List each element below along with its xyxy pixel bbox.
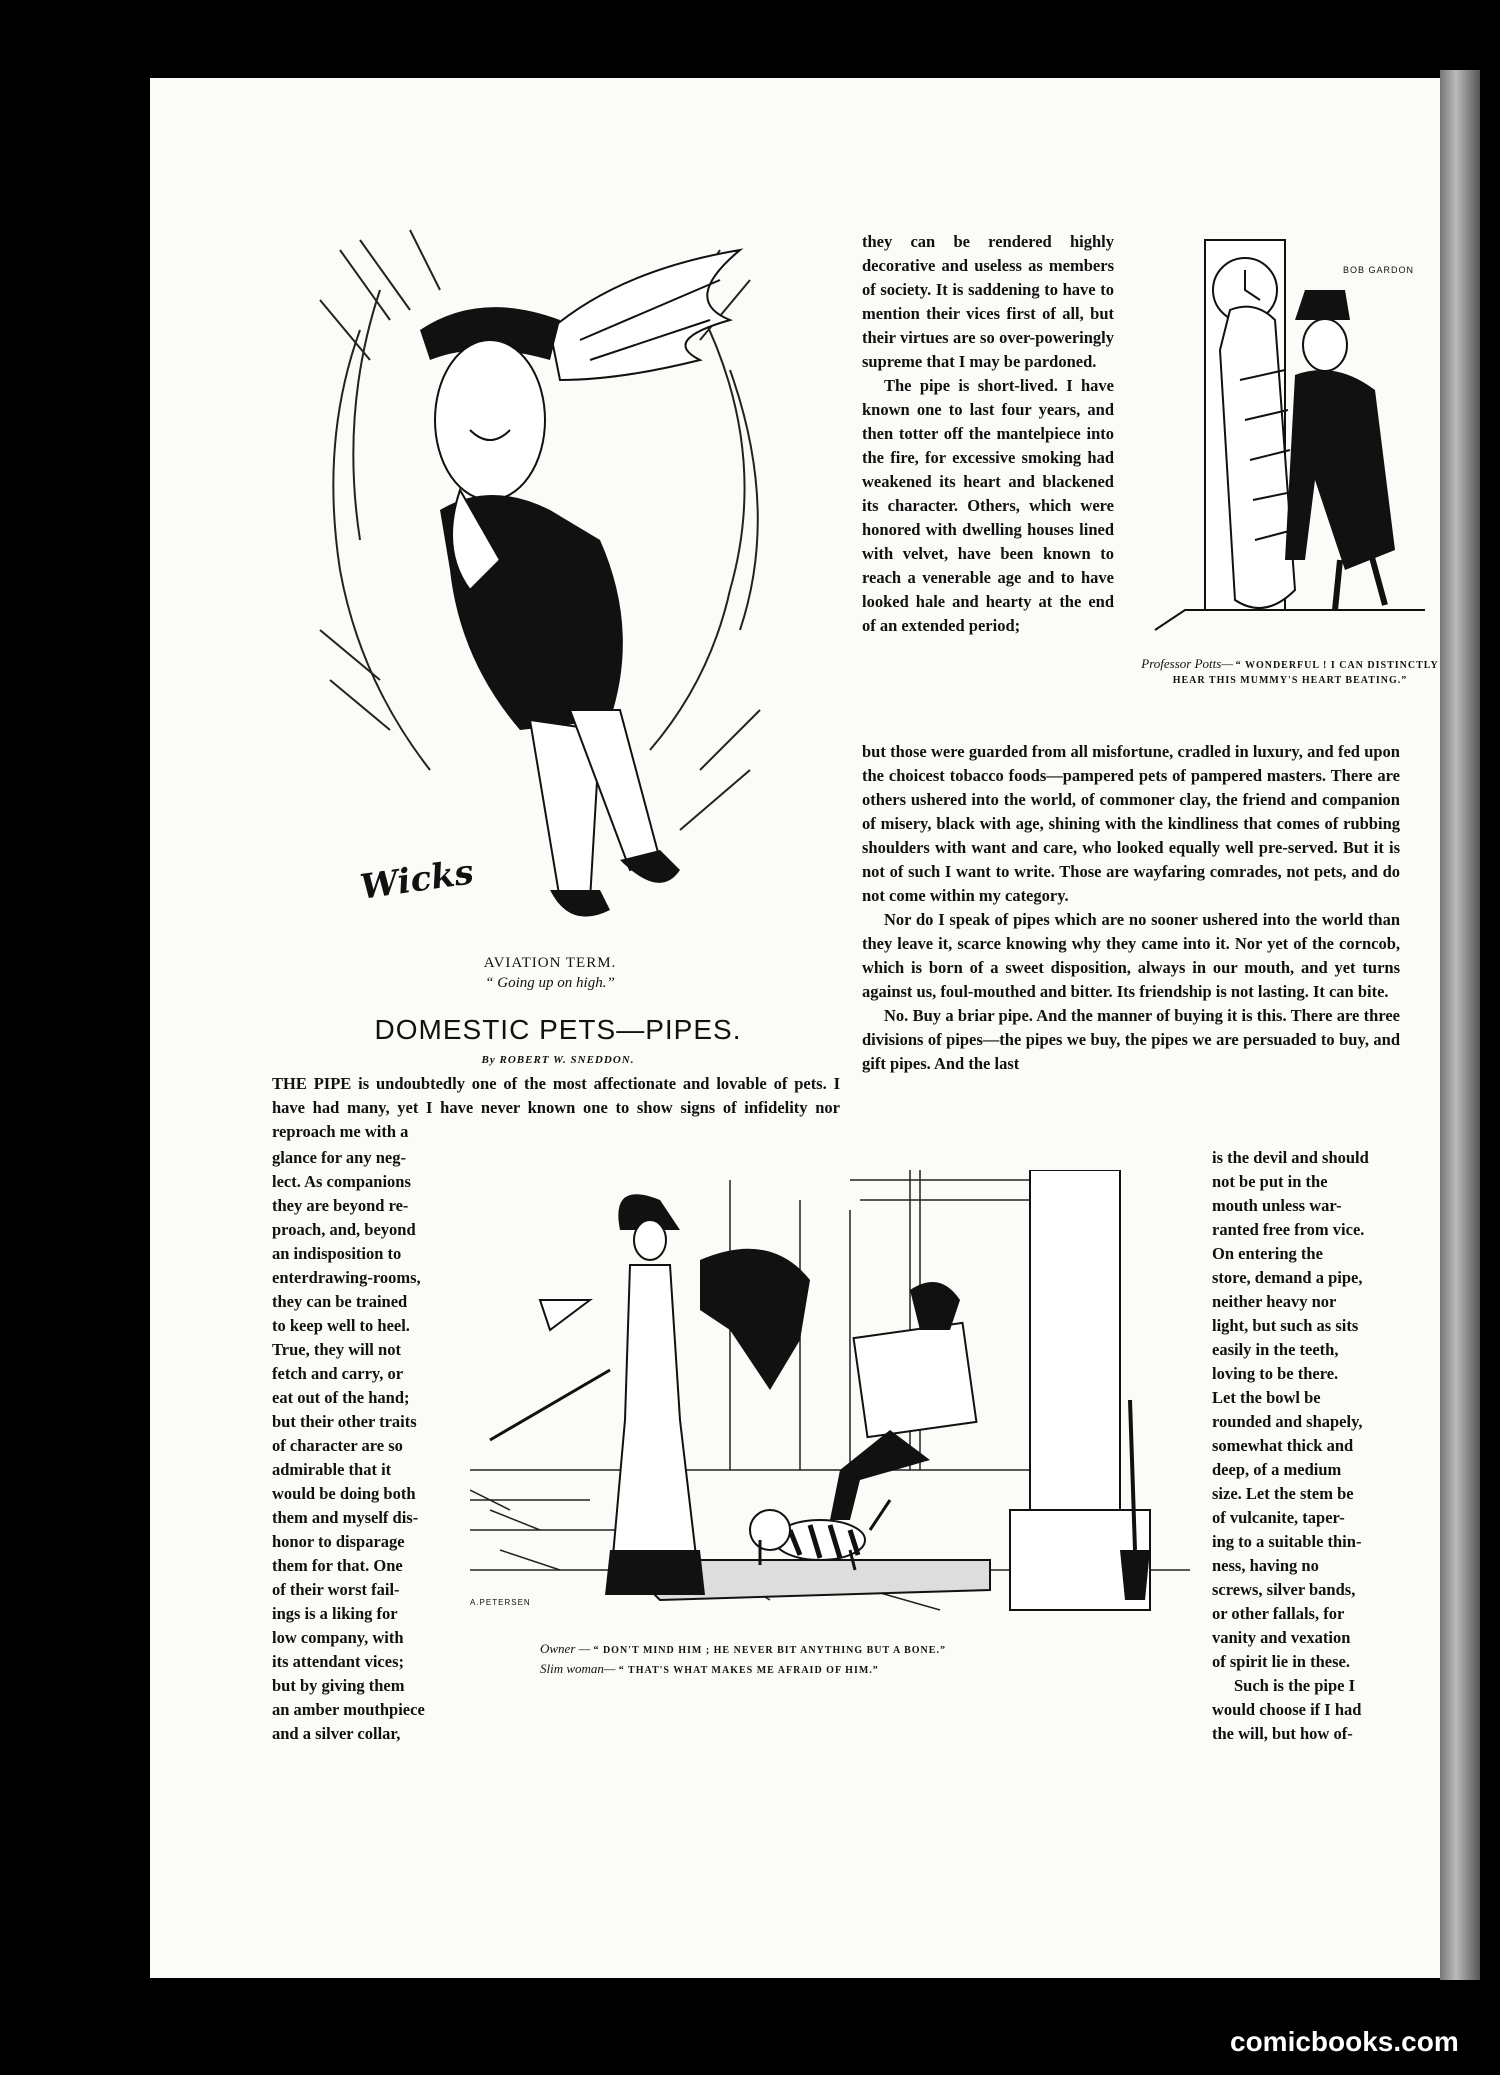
article-middle-column xyxy=(862,230,1114,638)
right-line: loving to be there. xyxy=(1212,1364,1339,1383)
left-line: ings is a liking for xyxy=(272,1604,398,1623)
mid-paragraph-2: The pipe is short-lived. I have known one to last four years, and then totter off the mantelpiece into the fire, for excessive smoking had weakened its heart and blackened its character. Others, which were honored with dwelling houses lined with velvet, have been known to reach a venerable age and to have looked hale and hearty at the end of an extended period; xyxy=(862,376,1114,635)
caption-text: “ DON'T MIND HIM ; HE NEVER BIT ANYTHING BUT A BONE.” xyxy=(593,1645,946,1656)
street-caption xyxy=(540,1640,1140,1680)
mummy-illustration xyxy=(1145,230,1435,650)
left-line: they can be trained xyxy=(272,1292,408,1311)
caption-line: “ Going up on high.” xyxy=(485,975,615,991)
caption-speaker: Slim woman— xyxy=(540,1661,616,1676)
left-line: but by giving them xyxy=(272,1676,405,1695)
left-line: and a silver collar, xyxy=(272,1724,401,1743)
wide-paragraph-3: No. Buy a briar pipe. And the manner of buying it is this. There are three divisions of pipes—the pipes we buy, the pipes we are persuaded to buy, and gift pipes. And the last xyxy=(862,1006,1400,1073)
caption-title: AVIATION TERM. xyxy=(483,955,617,971)
left-line: its attendant vices; xyxy=(272,1652,404,1671)
right-line: ing to a suitable thin- xyxy=(1212,1532,1362,1551)
page-edge xyxy=(1440,70,1480,1980)
aviation-caption xyxy=(380,953,720,993)
right-line: mouth unless war- xyxy=(1212,1196,1342,1215)
left-line: lect. As companions xyxy=(272,1172,411,1191)
watermark-text: comicbooks.com xyxy=(1230,2026,1459,2057)
right-line: Let the bowl be xyxy=(1212,1388,1321,1407)
right-line: somewhat thick and xyxy=(1212,1436,1354,1455)
caption-woman xyxy=(540,1660,1140,1680)
left-line: enterdrawing-rooms, xyxy=(272,1268,421,1287)
left-line: of character are so xyxy=(272,1436,403,1455)
right-line: or other fallals, for xyxy=(1212,1604,1345,1623)
left-line: glance for any neg- xyxy=(272,1148,406,1167)
right-line: ness, having no xyxy=(1212,1556,1319,1575)
right-line: neither heavy nor xyxy=(1212,1292,1337,1311)
left-line: an amber mouthpiece xyxy=(272,1700,425,1719)
left-line: fetch and carry, or xyxy=(272,1364,404,1383)
mummy-caption xyxy=(1135,657,1445,688)
wide-paragraph-1: but those were guarded from all misfortune, cradled in luxury, and fed upon the choicest tobacco foods—pampered pets of pampered masters. There are others ushered into the world, of commoner clay, the friend and companion of misery, black with age, shining with the kindliness that comes of rubbing shoulders with want and care, who looked equally well pre-served. But it is not of such I want to write. Those are wayfaring comrades, not pets, and do not come within my category. xyxy=(862,742,1400,905)
right-line: light, but such as sits xyxy=(1212,1316,1359,1335)
left-line: them for that. One xyxy=(272,1556,403,1575)
left-line: eat out of the hand; xyxy=(272,1388,410,1407)
right-line: store, demand a pipe, xyxy=(1212,1268,1363,1287)
article-wide-column xyxy=(862,740,1400,1076)
right-line: easily in the teeth, xyxy=(1212,1340,1339,1359)
left-line: an indisposition to xyxy=(272,1244,402,1263)
right-line: vanity and vexation xyxy=(1212,1628,1351,1647)
artist-signature: A.PETERSEN xyxy=(470,1598,531,1607)
right-line: rounded and shapely, xyxy=(1212,1412,1363,1431)
binding-shadow xyxy=(1480,0,1500,2075)
right-line: of spirit lie in these. xyxy=(1212,1652,1350,1671)
right-line: would choose if I had xyxy=(1212,1700,1362,1719)
right-line: size. Let the stem be xyxy=(1212,1484,1354,1503)
article-intro xyxy=(272,1072,840,1144)
right-line: screws, silver bands, xyxy=(1212,1580,1356,1599)
left-line: would be doing both xyxy=(272,1484,416,1503)
left-line: them and myself dis- xyxy=(272,1508,419,1527)
mid-paragraph-1: they can be rendered highly decorative and useless as members of society. It is saddening to have to mention their vices first of all, but their virtues are so over-poweringly supreme that I may be pardoned. xyxy=(862,232,1114,371)
article-title: DOMESTIC PETS—PIPES. xyxy=(374,1014,742,1045)
street-scene-illustration xyxy=(470,1170,1210,1640)
article-right-column xyxy=(1212,1146,1402,1746)
aviation-illustration xyxy=(300,210,800,940)
caption-owner xyxy=(540,1640,1140,1660)
left-line: low company, with xyxy=(272,1628,404,1647)
right-line: the will, but how of- xyxy=(1212,1724,1353,1743)
left-line: they are beyond re- xyxy=(272,1196,409,1215)
left-line: admirable that it xyxy=(272,1460,392,1479)
left-line: honor to disparage xyxy=(272,1532,405,1551)
right-line: Such is the pipe I xyxy=(1234,1676,1356,1695)
caption-text: “ THAT'S WHAT MAKES ME AFRAID OF HIM.” xyxy=(618,1665,879,1676)
article-byline: By ROBERT W. SNEDDON. xyxy=(481,1054,635,1066)
left-line: but their other traits xyxy=(272,1412,417,1431)
right-line: deep, of a medium xyxy=(1212,1460,1342,1479)
artist-signature: Wicks xyxy=(357,852,477,908)
caption-speaker: Professor Potts— xyxy=(1141,656,1233,671)
right-line: ranted free from vice. xyxy=(1212,1220,1365,1239)
right-line: of vulcanite, taper- xyxy=(1212,1508,1345,1527)
left-line: of their worst fail- xyxy=(272,1580,400,1599)
intro-paragraph: THE PIPE is undoubtedly one of the most affectionate and lovable of pets. I have had many, yet I have never known one to show signs of infidelity nor reproach me with a xyxy=(272,1074,840,1141)
article-left-column xyxy=(272,1146,462,1746)
left-line: to keep well to heel. xyxy=(272,1316,410,1335)
caption-speaker: Owner — xyxy=(540,1641,591,1656)
right-line: is the devil and should xyxy=(1212,1148,1369,1167)
wide-paragraph-2: Nor do I speak of pipes which are no sooner ushered into the world than they leave it, scarce knowing why they came into it. Nor yet of the corncob, which is born of a sweet disposition, always in our mouth, and yet turns against us, foul-mouthed and bitter. Its friendship is not lasting. It can bite. xyxy=(862,910,1400,1001)
caption-text: “ WONDERFUL ! I CAN DISTINCTLY HEAR THIS MUMMY'S HEART BEATING.” xyxy=(1172,660,1439,686)
artist-signature: BOB GARDON xyxy=(1343,265,1415,275)
left-line: proach, and, beyond xyxy=(272,1220,416,1239)
right-line: not be put in the xyxy=(1212,1172,1328,1191)
left-line: True, they will not xyxy=(272,1340,401,1359)
right-line: On entering the xyxy=(1212,1244,1323,1263)
